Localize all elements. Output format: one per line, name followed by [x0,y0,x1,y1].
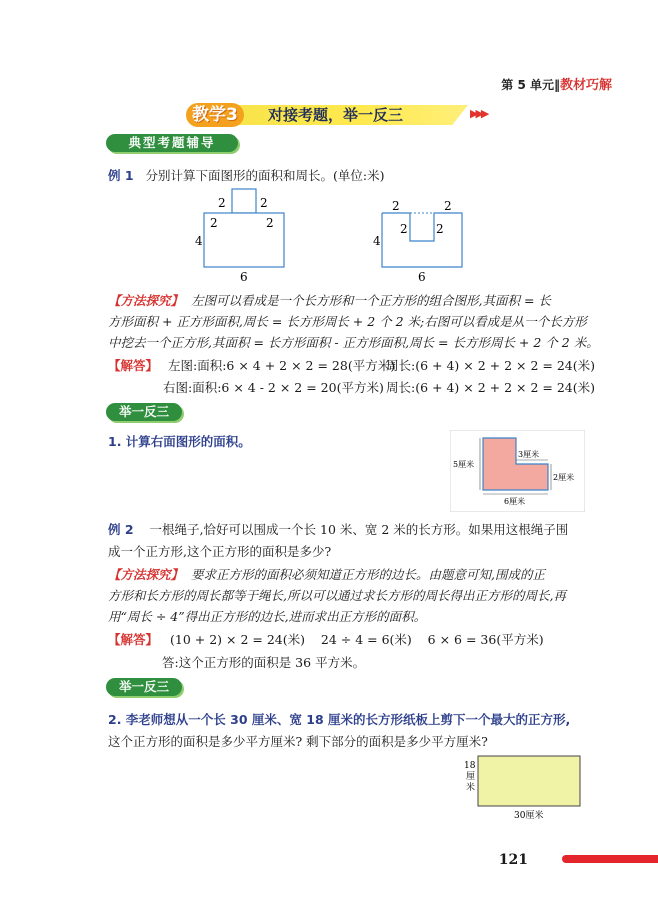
page-bar-decoration [562,855,658,863]
method1-line-3: 中挖去一个正方形,其面积 = 长方形面积 - 正方形面积,周长 = 长方形周长 + 2 个 2 米。 [108,335,599,350]
answer2-label: 【解答】 [108,632,159,647]
left-fig-label-bottom: 6 [240,270,248,284]
example1-prompt: 分别计算下面图形的面积和周长。(单位:米) [145,168,385,183]
left-fig-square [232,189,256,213]
practice2-side-unit2: 米 [466,783,476,793]
category-text: 教材巧解 [559,78,612,93]
practice2-rect [478,756,580,806]
header-unit-label [501,74,612,93]
example2-line-1 [108,520,568,538]
right-fig-label-notch-left: 2 [400,222,408,236]
practice2-line-1: 2. 李老师想从一个长 30 厘米、宽 18 厘米的长方形纸板上剪下一个最大的正方形, [108,712,571,727]
practice1-label-left: 5厘米 [453,460,475,469]
practice2-bottom-label: 30厘米 [514,811,544,821]
example1-line [108,166,385,184]
method1-text-1: 左图可以看成是一个长方形和一个正方形的组合图形,其面积 = 长 [191,293,551,308]
page-number: 121 [498,852,528,868]
practice-tag-2: 举一反三 [106,678,182,696]
example1-left-figure [190,185,300,285]
right-fig-label-side: 4 [373,234,381,248]
answer1-line-1 [108,356,395,374]
practice1-label-right: 2厘米 [553,473,575,482]
method2-line-1 [108,565,545,583]
right-fig-outline [382,213,462,267]
unit-text: 第 5 单元 [501,78,554,92]
practice2-side-num: 18 [464,761,476,771]
example1-right-figure [370,195,480,285]
right-fig-label-top-left: 2 [392,199,400,213]
method1-label: 【方法探究】 [108,293,184,308]
method2-line-3: 用“周长 ÷ 4”得出正方形的边长,进而求出正方形的面积。 [108,609,427,624]
practice1-text: 1. 计算右面图形的面积。 [108,434,251,449]
method2-line-2: 方形和长方形的周长都等于绳长,所以可以通过求长方形的周长得出正方形的周长,再 [108,588,566,603]
practice2-figure [456,752,586,822]
typical-questions-tag: 典型考题辅导 [106,134,238,152]
answer2-calc: (10 + 2) × 2 = 24(米) 24 ÷ 4 = 6(米) 6 × 6 = 36(平方米) [170,632,544,647]
method1-line-1 [108,291,551,309]
practice-tag-1: 举一反三 [106,403,182,421]
example2-label: 例 2 [108,522,134,537]
left-fig-label-mid: 2 [210,216,218,230]
method2-label: 【方法探究】 [108,567,184,582]
banner-badge: 教学3 [186,103,244,127]
left-fig-label-side: 4 [195,234,203,248]
banner-title: 对接考题，举一反三 [268,106,404,124]
right-fig-label-bottom: 6 [418,270,426,284]
answer1-left-perim: 周长:(6 + 4) × 2 + 2 × 2 = 24(米) [386,358,595,373]
practice2-side-unit1: 厘 [466,772,476,782]
method2-text-1: 要求正方形的面积必须知道正方形的边长。由题意可知,围成的正 [191,567,545,582]
answer1-right-area: 右图:面积:6 × 4 - 2 × 2 = 20(平方米) [163,380,384,395]
right-fig-label-notch-right: 2 [436,222,444,236]
method1-line-2: 方形面积 + 正方形面积,周长 = 长方形周长 + 2 个 2 米;右图可以看成是从一个长方形 [108,314,587,329]
left-fig-label-sq-right: 2 [260,196,268,210]
right-fig-label-top-right: 2 [444,199,452,213]
answer1-left-area: 左图:面积:6 × 4 + 2 × 2 = 28(平方米) [168,358,396,373]
answer1-right-perim: 周长:(6 + 4) × 2 + 2 × 2 = 24(米) [386,380,595,395]
answer2-conclusion: 答:这个正方形的面积是 36 平方米。 [162,655,366,670]
left-fig-label-top: 2 [266,216,274,230]
practice2-line-2: 这个正方形的面积是多少平方厘米? 剩下部分的面积是多少平方厘米? [108,734,488,749]
example2-prompt-2: 成一个正方形,这个正方形的面积是多少? [108,544,332,559]
arrows-icon: ▶▶▶ [470,107,487,120]
section-banner [186,103,486,127]
example2-prompt-1: 一根绳子,恰好可以围成一个长 10 米、宽 2 米的长方形。如果用这根绳子围 [149,522,569,537]
answer2-line [108,630,544,648]
practice1-figure [450,430,585,512]
separator: ‖ [553,78,560,92]
answer1-label: 【解答】 [108,358,159,373]
left-fig-label-sq-left: 2 [218,196,226,210]
practice1-label-top-right: 3厘米 [518,450,540,459]
example1-label: 例 1 [108,168,134,183]
practice1-label-bottom: 6厘米 [504,497,526,506]
